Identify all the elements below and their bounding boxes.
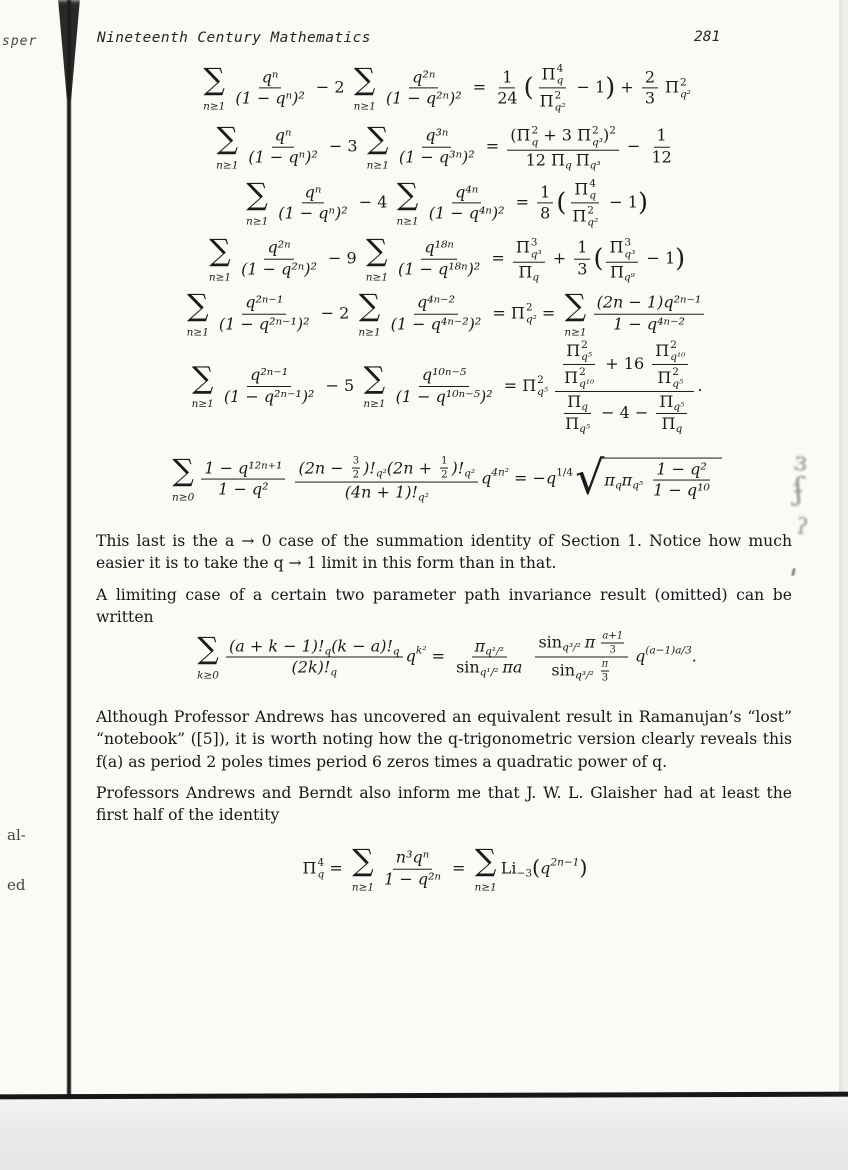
equation-4: ∑ n≥1 q²ⁿ (1 − q²ⁿ)² − 9 ∑ n≥1 $\frac{\text{q¹⁸ⁿ}}{\text{(1 − q¹⁸ⁿ)²}}$ = Π 3 q³ Π q + $\frac{1}{3}$ ( Π 3 q³ Π q⁹ − 1 ) [208,233,686,284]
paragraph-4: Professors Andrews and Berndt also inform me that J. W. L. Glaisher had at least the first half of the identity [96,784,792,825]
scanner-background-strip [0,1097,848,1170]
ink-smudge: ʔ [794,514,810,541]
scan-right-edge [839,0,848,1095]
ink-speck [791,568,796,576]
equation-2: ∑ n≥1 qⁿ (1 − qⁿ)² − 3 ∑ n≥1 $\frac{\text{q³ⁿ}}{\text{(1 − q³ⁿ)²}}$ = ( Π 2 q + 3 Π 2 q³ ) 2 12 Π q Π q³ − $\frac{1}{12}$ [216,121,672,172]
running-title: Nineteenth Century Mathematics [97,30,371,46]
paragraph-1: This last is the a → 0 case of the summation identity of Section 1. Notice how much easier it is to take the q → 1 limit in this form than in that. [96,532,792,573]
ink-smudge: ʄ [791,471,806,508]
page-number: 281 [694,29,721,45]
margin-fragment-mid: al- [7,826,26,844]
equation-6: ∑ n≥1 q²ⁿ⁻¹ (1 − q²ⁿ⁻¹)² − 5 ∑ n≥1 $\frac{\text{q¹⁰ⁿ⁻⁵}}{\text{(1 − q¹⁰ⁿ⁻⁵)²}}$ = Π 2 q⁵ Π 2 q⁵ Π 2 q¹⁰ + 16 Π 2 q¹⁰ Π 2 q⁵ Π q Π q⁵ − 4 − Π q⁵ Π q . [191,338,703,435]
equation-8: ∑ k≥0 (a + k − 1)! q (k − a)! q (2k)! q q k² = π q¹/² sin q¹/² πa sin q³/² π a+1 3 sin q³/² π 3 q (a−1)a/3 . [197,630,697,683]
paragraph-2: A limiting case of a certain two parameter path invariance result (omitted) can be written [96,586,792,627]
equation-5: ∑ n≥1 q²ⁿ⁻¹ (1 − q²ⁿ⁻¹)² − 2 ∑ n≥1 $\frac{\text{q⁴ⁿ⁻²}}{\text{(1 − q⁴ⁿ⁻²)²}}$ = Π 2 q² = ∑ n≥1 (2n − 1)q²ⁿ⁻¹ 1 − q⁴ⁿ⁻² [95,290,795,339]
equation-1: ∑ n≥1 qⁿ (1 − qⁿ)² − 2 ∑ n≥1 $\frac{\text{q²ⁿ}}{\text{(1 − q²ⁿ)²}}$ = $\frac{1}{24}$ ( Π 4 q Π 2 q² − 1 ) + $\frac{2}{3}$ Π 2 q² [203,62,691,114]
book-spine-shadow [67,0,71,1097]
equation-7: ∑ n≥0 1 − q¹²ⁿ⁺¹ 1 − q² (2n − $\frac{3}{2}$ )! q² (2n + $\frac{1}{2}$ )! q² (4n + 1)! q² q 4n² = − q 1/4 √ π q π q⁵ 1 − q² 1 − q¹⁰ [95,453,795,506]
equation-3: ∑ n≥1 qⁿ (1 − qⁿ)² − 4 ∑ n≥1 $\frac{\text{q⁴ⁿ}}{\text{(1 − q⁴ⁿ)²}}$ = $\frac{1}{8}$ ( Π 4 q Π 2 q² − 1 ) [246,177,648,229]
paragraph-3: Although Professor Andrews has uncovered an equivalent result in Ramanujan’s “lost” “notebook” ([5]), it is worth noting how the q-trigonometric version clearly reveals this f(a) as period 2 poles times period 6 zeros times a quadratic power of q. [96,708,792,771]
ink-smudge: ɜ [792,446,809,478]
margin-fragment-top: sper [2,34,38,49]
margin-fragment-bottom: ed [7,876,26,894]
equation-9: Π 4 q = ∑ n≥1 $\frac{\text{n³qⁿ}}{\text{1 − q²ⁿ}}$ = ∑ n≥1 Li −3 ( q 2n−1 ) [302,843,588,894]
